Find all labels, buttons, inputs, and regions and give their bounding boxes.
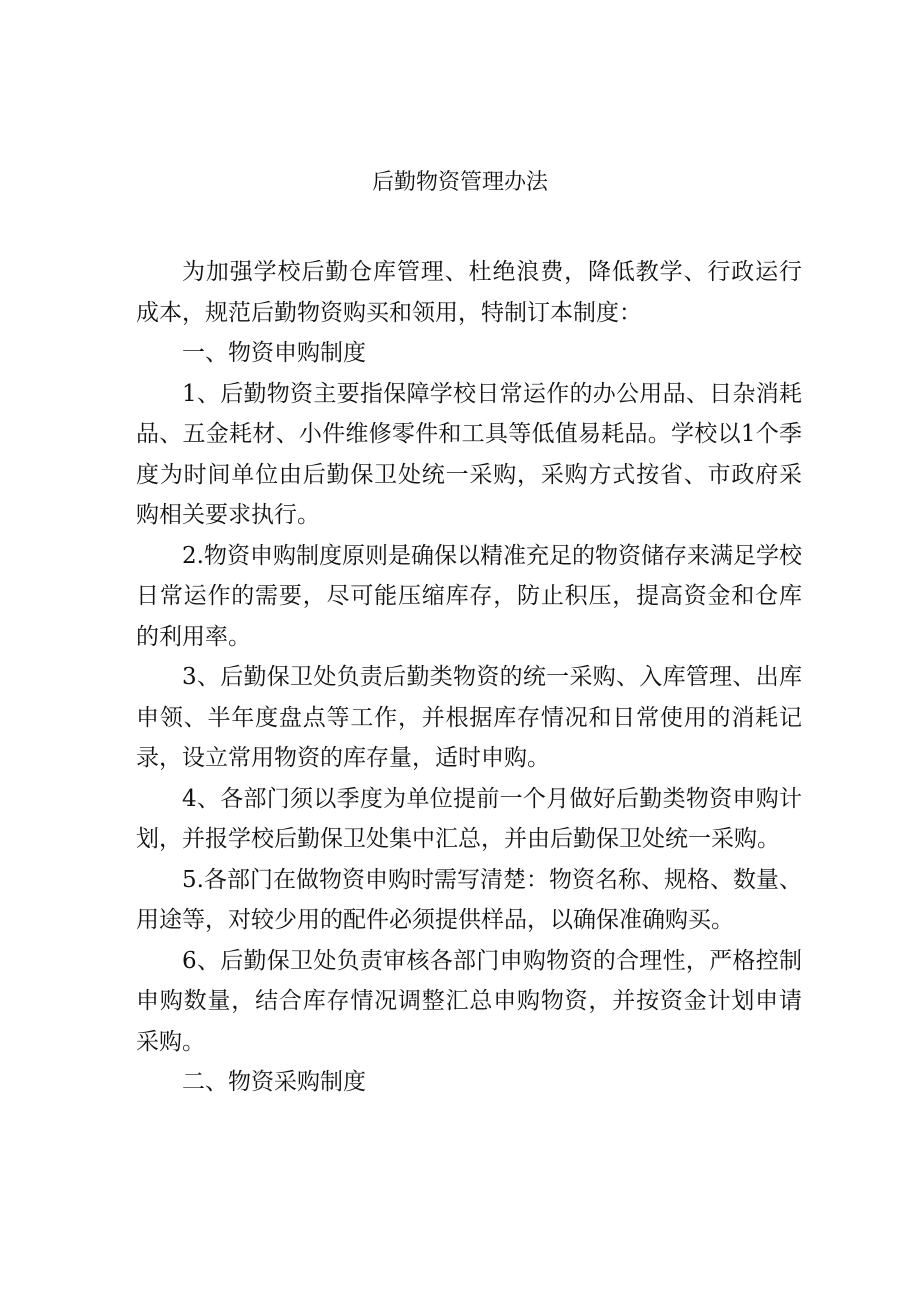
clause-1: 1、后勤物资主要指保障学校日常运作的办公用品、日杂消耗品、五金耗材、小件维修零件和工具等低值易耗品。学校以1个季度为时间单位由后勤保卫处统一采购，采购方式按省、市政府采购相关要求执行。: [136, 380, 802, 528]
intro-paragraph: 为加强学校后勤仓库管理、杜绝浪费，降低教学、行政运行成本，规范后勤物资购买和领用，特制订本制度：: [136, 259, 802, 326]
clause-3: 3、后勤保卫处负责后勤类物资的统一采购、入库管理、出库申领、半年度盘点等工作，并根据库存情况和日常使用的消耗记录，设立常用物资的库存量，适时申购。: [136, 664, 802, 771]
section-heading-purchase-request: 一、物资申购制度: [182, 340, 366, 366]
clause-2: 2.物资申购制度原则是确保以精准充足的物资储存来满足学校日常运作的需要，尽可能压缩库存，防止积压，提高资金和仓库的利用率。: [136, 542, 802, 650]
document-body: [136, 252, 802, 1103]
section-heading-procurement: 二、物资采购制度: [182, 1069, 366, 1095]
clause-4: 4、各部门须以季度为单位提前一个月做好后勤类物资申购计划，并报学校后勤保卫处集中汇总，并由后勤保卫处统一采购。: [136, 785, 802, 852]
document-title: 后勤物资管理办法: [371, 170, 548, 195]
clause-5: 5.各部门在做物资申购时需写清楚：物资名称、规格、数量、用途等，对较少用的配件必须提供样品，以确保准确购买。: [136, 866, 802, 933]
clause-6: 6、后勤保卫处负责审核各部门申购物资的合理性，严格控制申购数量，结合库存情况调整汇总申购物资，并按资金计划申请采购。: [136, 947, 802, 1055]
